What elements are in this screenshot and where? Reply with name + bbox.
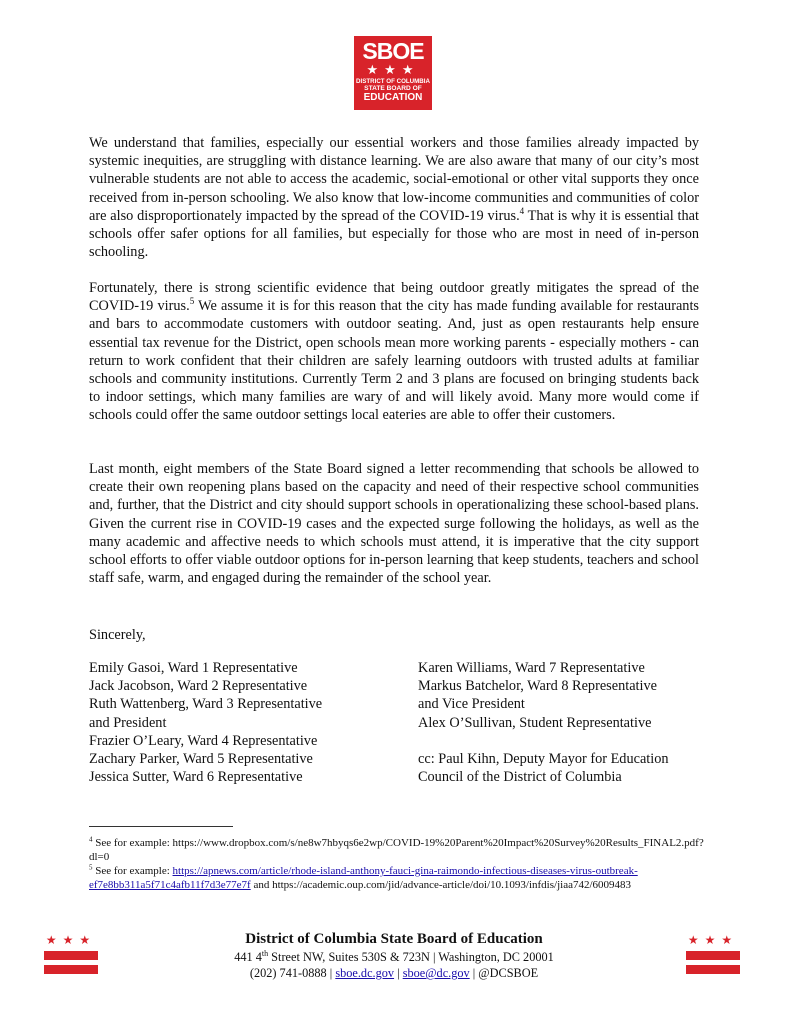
- signatory-line: Frazier O’Leary, Ward 4 Representative: [89, 732, 318, 749]
- paragraph-text: That is why it is essential that schools offer safer options for all families, but especially for those who are most in need of in-person schooling.: [89, 207, 699, 261]
- dc-flag-right: [686, 934, 740, 974]
- address-ordinal: th: [261, 948, 269, 958]
- signatory-line: Jack Jacobson, Ward 2 Representative: [89, 678, 308, 695]
- footnote-text: See for example: https://www.dropbox.com/s/ne8w7hbyqs6e2wp/COVID-19%20Parent%20Impact%20Survey%20Results_FINAL2.pdf?dl=0: [89, 837, 704, 863]
- paragraph-outdoor-evidence: [89, 279, 699, 425]
- apnews-link[interactable]: https://apnews.com/article/rhode-island-anthony-fauci-gina-raimondo-infectious-diseases-virus-outbreak-ef7e8bb311a5f71c4afb11f7d3e77e7f: [89, 865, 638, 891]
- signatory-line: Zachary Parker, Ward 5 Representative: [89, 751, 313, 768]
- footnote-text: and https://academic.oup.com/jid/advance-article/doi/10.1093/infdis/jiaa742/6009483: [250, 879, 632, 891]
- spacer: [418, 732, 669, 750]
- paragraph-text: Fortunately, there is strong scientific evidence that being outdoor greatly mitigates the spread of the COVID-19 virus.: [89, 280, 699, 315]
- flag-bar: [44, 965, 98, 974]
- closing-salutation: Sincerely,: [89, 627, 146, 643]
- cc-line: Council of the District of Columbia: [418, 769, 622, 786]
- signatory-line: Karen Williams, Ward 7 Representative: [418, 660, 645, 676]
- paragraph-text: We understand that families, especially our essential workers and those families already impacted by systemic inequities, are struggling with distance learning. We are also aware that many of our city’s most vulnerable students are not able to access the academic, social-emotional or other vital supports they once received from in-person schooling. We also know that low-income communities and communities of color are also disproportionately impacted by the spread of the COVID-19 virus.: [89, 135, 699, 224]
- flag-stars-icon: ★★★: [45, 933, 97, 947]
- letterhead-footer: [150, 930, 638, 981]
- logo-line-3: EDUCATION: [363, 92, 423, 103]
- footnote-number: 4: [89, 835, 93, 844]
- cc-line: cc: Paul Kihn, Deputy Mayor for Education: [418, 751, 669, 767]
- logo-acronym: SBOE: [362, 38, 424, 64]
- email-link[interactable]: sboe@dc.gov: [402, 966, 470, 980]
- signatory-line: and Vice President: [418, 696, 525, 713]
- signatories-right-column: [418, 659, 669, 786]
- sboe-logo: [354, 36, 432, 110]
- logo-line-1: DISTRICT OF COLUMBIA: [356, 78, 430, 85]
- dc-flag-left: [44, 934, 98, 974]
- paragraph-recommendation: Last month, eight members of the State Board signed a letter recommending that schools be allowed to create their own reopening plans based on the capacity and need of their respective school communities and, further, that the District and city should support schools in operationalizing these school-based plans. Given the current rise in COVID-19 cases and the expected surge following the holidays, as well as the many academic and affective needs to which schools must attend, it is imperative that the city support school efforts to offer viable outdoor options for in-person learning that keep students, teachers and school staff safe, warm, and engaged during the remainder of the school year.: [89, 461, 699, 587]
- signatory-line: Alex O’Sullivan, Student Representative: [418, 714, 652, 731]
- signatory-line: Jessica Sutter, Ward 6 Representative: [89, 769, 303, 786]
- signatory-line: Ruth Wattenberg, Ward 3 Representative: [89, 696, 323, 713]
- footnote-divider: [89, 826, 233, 827]
- footnote-4: [89, 836, 709, 864]
- website-link[interactable]: sboe.dc.gov: [335, 966, 395, 980]
- footnote-5: [89, 864, 709, 892]
- separator: |: [394, 966, 403, 980]
- flag-bar: [44, 951, 98, 960]
- flag-stars-icon: ★★★: [687, 933, 739, 947]
- footer-contact: [150, 965, 638, 981]
- address-text: 441 4: [234, 950, 262, 964]
- footnote-number: 5: [89, 863, 93, 872]
- phone-text: (202) 741-0888 |: [249, 966, 336, 980]
- signatory-line: and President: [89, 714, 167, 731]
- social-handle: | @DCSBOE: [469, 966, 539, 980]
- footnote-ref-4[interactable]: 4: [519, 206, 525, 217]
- signatory-line: Emily Gasoi, Ward 1 Representative: [89, 660, 298, 676]
- footnote-ref-5[interactable]: 5: [189, 296, 195, 307]
- flag-bar: [686, 951, 740, 960]
- paragraph-families: [89, 134, 699, 261]
- paragraph-text: We assume it is for this reason that the city has made funding available for restaurants and bars to accommodate customers with outdoor seating. And, just as open restaurants help ensure essential tax revenue for the District, open schools mean more working parents - especially mothers - can return to work confident that their children are safely learning outdoors with trusted adults at familiar schools and community institutions. Currently Term 2 and 3 plans are focused on bringing students back to indoor settings, which many families are wary of and will likely avoid. Many more would come if schools could offer the same outdoor settings local eateries are able to offer their customers.: [89, 298, 699, 424]
- footnotes: [89, 836, 709, 892]
- logo-stars: ★★★: [366, 62, 420, 77]
- flag-bar: [686, 965, 740, 974]
- address-text: Street NW, Suites 530S & 723N | Washington, DC 20001: [268, 950, 554, 964]
- footer-org-name: District of Columbia State Board of Education: [245, 931, 543, 947]
- logo-line-2: STATE BOARD OF: [364, 85, 422, 92]
- signatories-left-column: [89, 659, 322, 786]
- signatory-line: Markus Batchelor, Ward 8 Representative: [418, 678, 657, 695]
- footnote-text: See for example:: [92, 865, 173, 877]
- footer-address: [150, 949, 638, 965]
